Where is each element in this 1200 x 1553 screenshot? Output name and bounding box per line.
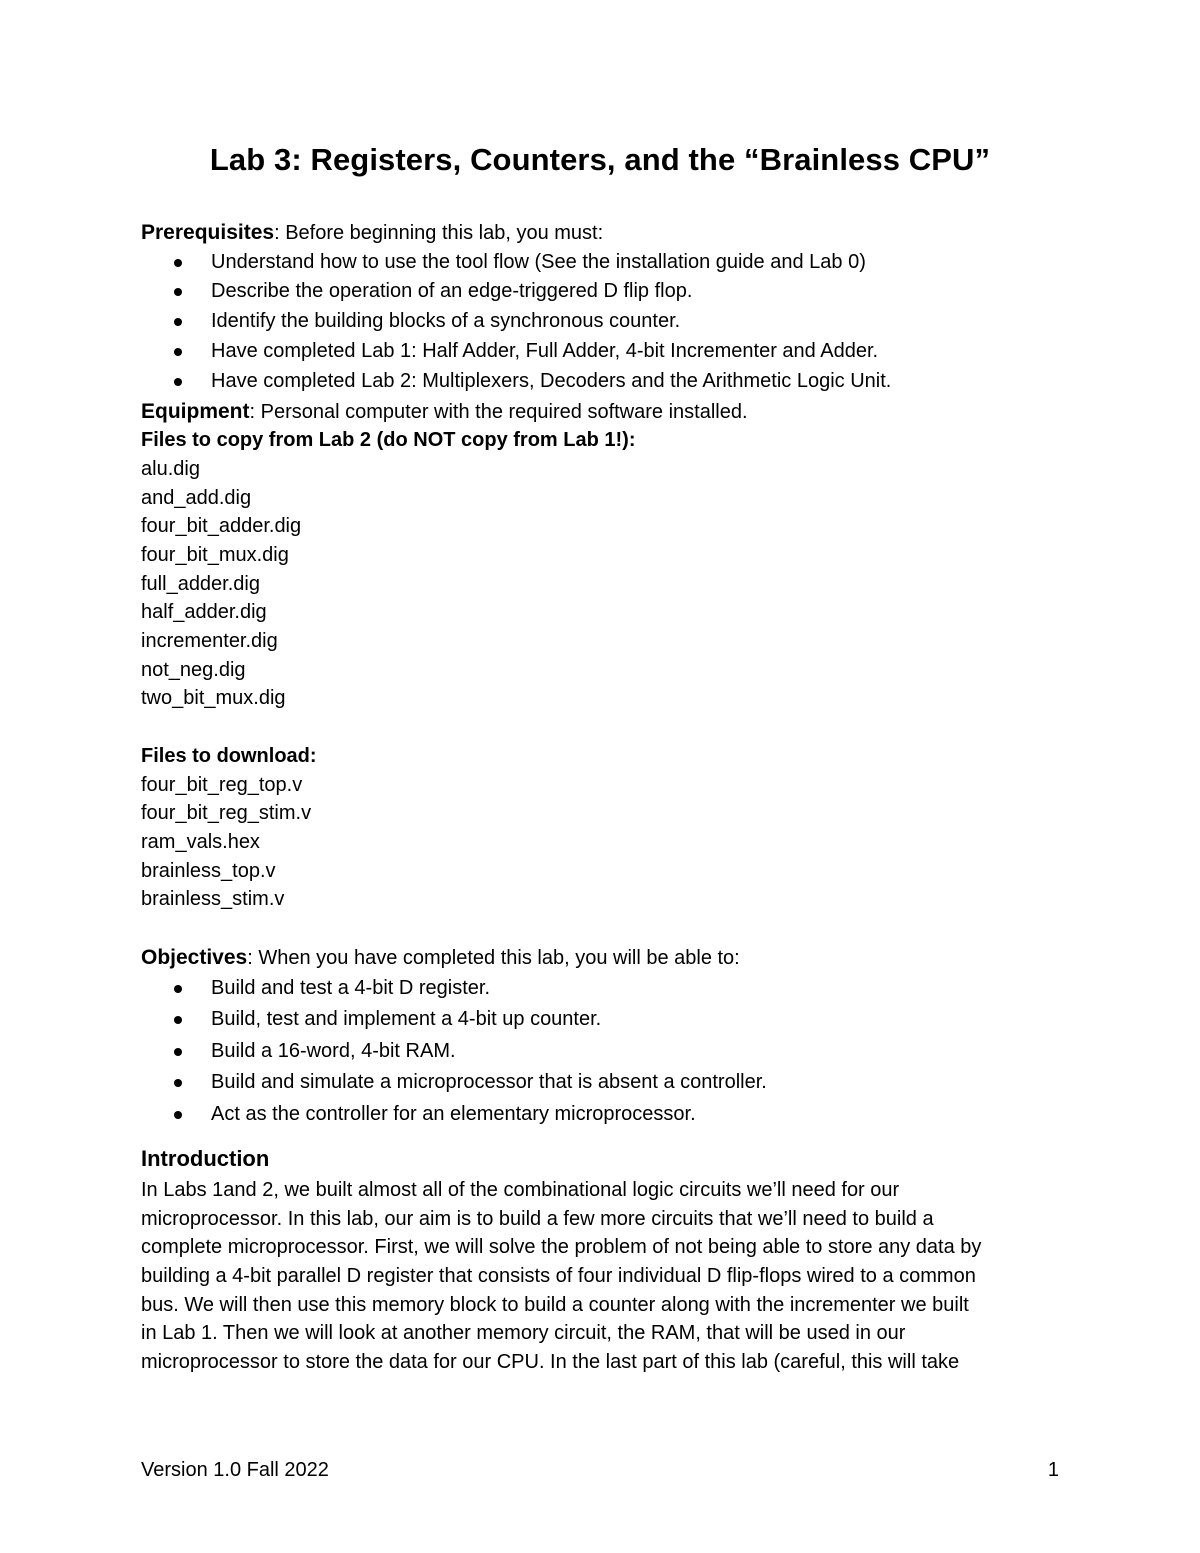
prerequisites-label: Prerequisites (141, 221, 275, 244)
introduction-heading: Introduction (141, 1146, 270, 1172)
list-item-text: Act as the controller for an elementary microprocessor. (211, 1102, 696, 1125)
list-item (141, 307, 1071, 337)
list-item (141, 337, 1071, 367)
file-name: ram_vals.hex (141, 831, 260, 854)
list-item-text: Have completed Lab 2: Multiplexers, Decoders and the Arithmetic Logic Unit. (211, 369, 892, 392)
paragraph-line: in Lab 1. Then we will look at another memory circuit, the RAM, that will be used in our (141, 1322, 906, 1345)
file-name: alu.dig (141, 457, 200, 480)
file-name: four_bit_reg_top.v (141, 773, 303, 796)
file-name: and_add.dig (141, 486, 252, 509)
bullet-icon (174, 259, 182, 267)
list-item (141, 1067, 1071, 1099)
list-item (141, 1099, 1071, 1131)
list-item-text: Build and simulate a microprocessor that is absent a controller. (211, 1071, 767, 1094)
objectives-intro: : When you have completed this lab, you will be able to: (247, 947, 740, 970)
bullet-icon (174, 1048, 182, 1056)
spacer (141, 713, 1071, 742)
list-item (141, 367, 1071, 397)
equipment-label: Equipment (141, 399, 250, 423)
file-name: four_bit_adder.dig (141, 515, 302, 538)
list-item-text: Build, test and implement a 4-bit up counter. (211, 1008, 602, 1031)
objectives-list (141, 973, 1071, 1131)
list-item (141, 1004, 1071, 1036)
file-name: not_neg.dig (141, 658, 246, 681)
list-item-text: Identify the building blocks of a synchronous counter. (211, 310, 681, 333)
bullet-icon (174, 378, 182, 386)
prerequisites-line (141, 218, 1071, 248)
paragraph-line: bus. We will then use this memory block to build a counter along with the incrementer we built (141, 1293, 969, 1316)
list-item (141, 248, 1071, 278)
file-name: four_bit_mux.dig (141, 543, 289, 566)
paragraph-line: microprocessor. In this lab, our aim is to build a few more circuits that we’ll need to build a (141, 1207, 934, 1230)
list-item-text: Build a 16-word, 4-bit RAM. (211, 1039, 456, 1062)
list-item-text: Build and test a 4-bit D register. (211, 976, 491, 999)
objectives-label: Objectives (141, 946, 248, 970)
introduction-paragraph (141, 1176, 1071, 1376)
equipment-line (141, 397, 1071, 427)
bullet-icon (174, 348, 182, 356)
paragraph-line: microprocessor to store the data for our CPU. In the last part of this lab (careful, this will take (141, 1350, 960, 1373)
list-item (141, 1036, 1071, 1068)
download-files-heading: Files to download: (141, 745, 317, 768)
bullet-icon (174, 1079, 182, 1087)
paragraph-line: complete microprocessor. First, we will solve the problem of not being able to store any data by (141, 1236, 982, 1259)
copy-files-heading: Files to copy from Lab 2 (do NOT copy from Lab 1!): (141, 429, 636, 452)
list-item-text: Understand how to use the tool flow (See the installation guide and Lab 0) (211, 250, 866, 273)
prerequisites-intro: : Before beginning this lab, you must: (274, 222, 604, 244)
prerequisites-list (141, 248, 1071, 397)
bullet-icon (174, 1016, 182, 1024)
copy-files-section (141, 426, 1071, 713)
download-files-section (141, 742, 1071, 914)
list-item-text: Have completed Lab 1: Half Adder, Full Adder, 4-bit Incrementer and Adder. (211, 339, 879, 362)
file-name: full_adder.dig (141, 572, 260, 595)
bullet-icon (174, 288, 182, 296)
spacer (141, 914, 1071, 943)
version-label: Version 1.0 Fall 2022 (141, 1459, 329, 1481)
list-item (141, 277, 1071, 307)
list-item (141, 973, 1071, 1005)
page-footer (141, 1455, 1059, 1485)
file-name: four_bit_reg_stim.v (141, 802, 312, 825)
bullet-icon (174, 1111, 182, 1119)
equipment-text: : Personal computer with the required software installed. (249, 400, 748, 423)
document-body (141, 218, 1071, 1376)
file-name: brainless_top.v (141, 859, 276, 882)
page-number: 1 (1047, 1459, 1059, 1481)
list-item-text: Describe the operation of an edge-triggered D flip flop. (211, 280, 693, 303)
paragraph-line: building a 4-bit parallel D register that consists of four individual D flip-flops wired to a common (141, 1265, 976, 1288)
bullet-icon (174, 985, 182, 993)
paragraph-line: In Labs 1and 2, we built almost all of the combinational logic circuits we’ll need for our (141, 1179, 900, 1202)
objectives-line (141, 943, 1071, 973)
page-title: Lab 3: Registers, Counters, and the “Brainless CPU” (209, 142, 991, 177)
file-name: brainless_stim.v (141, 888, 285, 911)
file-name: two_bit_mux.dig (141, 687, 286, 710)
bullet-icon (174, 318, 182, 326)
file-name: incrementer.dig (141, 629, 278, 652)
file-name: half_adder.dig (141, 601, 267, 624)
